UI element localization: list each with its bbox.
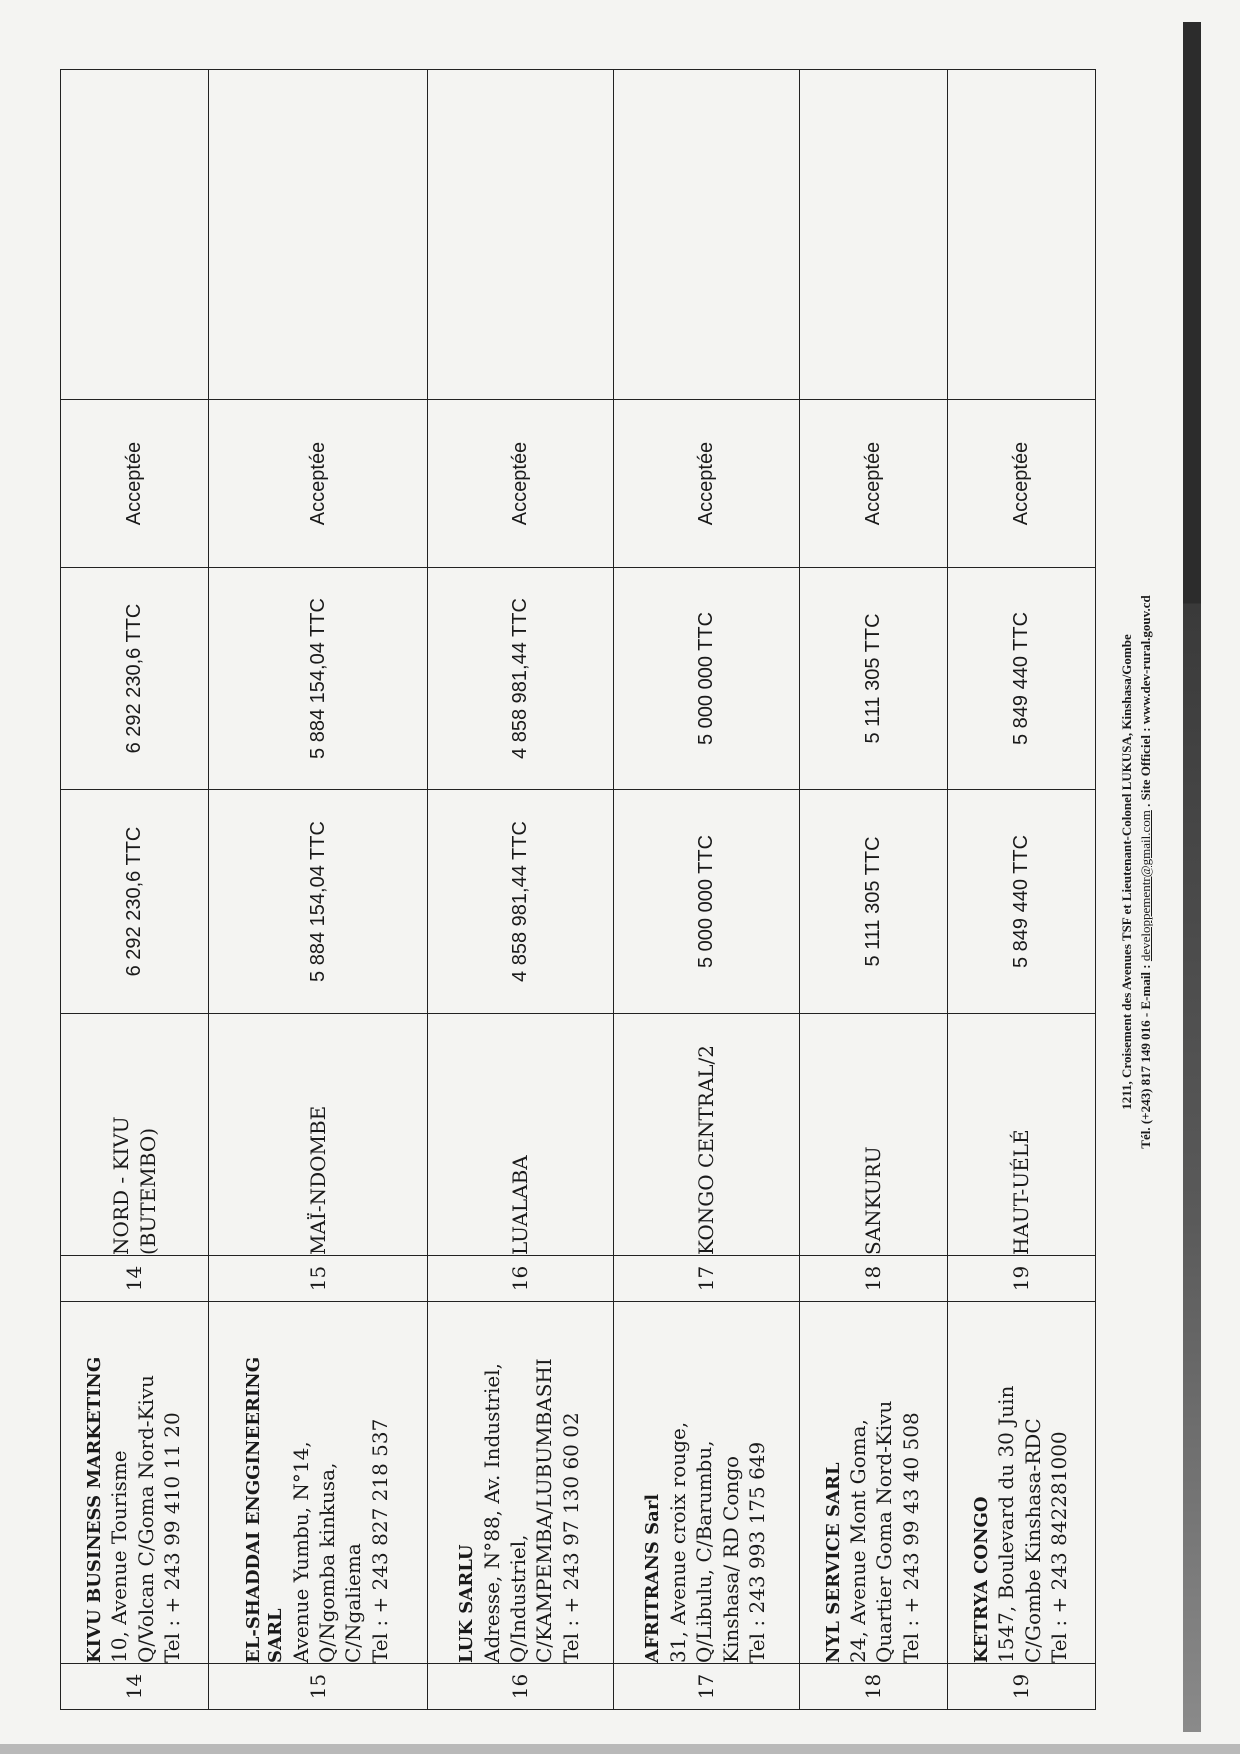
address-line: 24, Avenue Mont Goma,: [846, 1419, 871, 1663]
address-line: Avenue Yumbu, N°14,: [288, 1441, 313, 1663]
address-line: Quartier Goma Nord-Kivu: [872, 1400, 897, 1663]
company-cell: [61, 1302, 209, 1664]
province-name: HAUT-UÉLÉ: [947, 1014, 1095, 1256]
company-name: NYL SERVICE SARL: [822, 1462, 844, 1663]
row-number: 16: [427, 1664, 613, 1710]
corrected-amount: 4 858 981,44 TTC: [427, 568, 613, 790]
table-row: [947, 70, 1095, 1710]
status-value: Acceptée: [427, 400, 613, 568]
corrected-amount: 5 849 440 TTC: [947, 568, 1095, 790]
lot-number: 18: [799, 1256, 947, 1302]
footer-email-link[interactable]: developpementr@gmail.com: [1137, 810, 1153, 962]
address-line: Tel : + 243 97 130 60 02: [558, 1412, 583, 1663]
offer-amount: 4 858 981,44 TTC: [427, 790, 613, 1014]
status-value: Acceptée: [61, 400, 209, 568]
lot-number: 15: [209, 1256, 428, 1302]
address-line: Tel : + 243 842281000: [1046, 1431, 1071, 1663]
table-row: [613, 70, 799, 1710]
address-line: Q/Volcan C/Goma Nord-Kivu: [133, 1374, 158, 1663]
company-cell: [799, 1302, 947, 1664]
observations-cell: [799, 70, 947, 400]
lot-number: 16: [427, 1256, 613, 1302]
company-cell: [209, 1302, 428, 1664]
rotated-document-sheet: [60, 70, 1096, 1710]
table-row: [61, 70, 209, 1710]
table-body: [61, 70, 1096, 1710]
company-cell: [427, 1302, 613, 1664]
corrected-amount: 5 884 154,04 TTC: [209, 568, 428, 790]
status-value: Acceptée: [209, 400, 428, 568]
address-line: Tel : 243 993 175 649: [744, 1441, 769, 1663]
observations-cell: [209, 70, 428, 400]
lot-number: 14: [61, 1256, 209, 1302]
company-cell: [613, 1302, 799, 1664]
offer-amount: 5 111 305 TTC: [799, 790, 947, 1014]
observations-cell: [947, 70, 1095, 400]
address-line: Q/Ngomba kinkusa,: [314, 1462, 339, 1663]
corrected-amount: 6 292 230,6 TTC: [61, 568, 209, 790]
province-name: KONGO CENTRAL/2: [613, 1014, 799, 1256]
province-name: MAÏ-NDOMBE: [209, 1014, 428, 1256]
row-number: 18: [799, 1664, 947, 1710]
observations-cell: [613, 70, 799, 400]
footer-address: 1211, Croisement des Avenues TSF et Lieutenant-Colonel LUKUSA, Kinshasa/Gombe: [1119, 634, 1134, 1110]
address-line: 31, Avenue croix rouge,: [665, 1421, 690, 1663]
company-address: [288, 1302, 394, 1663]
address-line: 10, Avenue Tourisme: [107, 1450, 132, 1663]
row-number: 15: [209, 1664, 428, 1710]
table-row: [209, 70, 428, 1710]
company-name: KETRYA CONGO: [970, 1496, 992, 1663]
table-row: [427, 70, 613, 1710]
lot-number: 19: [947, 1256, 1095, 1302]
observations-cell: [61, 70, 209, 400]
lot-number: 17: [613, 1256, 799, 1302]
corrected-amount: 5 111 305 TTC: [799, 568, 947, 790]
address-line: 1547, Boulevard du 30 Juin: [994, 1385, 1019, 1663]
address-line: C/KAMPEMBA/LUBUMBASHI: [532, 1358, 557, 1663]
company-name: LUK SARLU: [456, 1544, 478, 1663]
company-name: EL-SHADDAI ENGGINEERING SARL: [242, 1356, 287, 1663]
status-value: Acceptée: [613, 400, 799, 568]
scan-shadow-edge: [1183, 22, 1201, 1732]
row-number: 17: [613, 1664, 799, 1710]
row-number: 14: [61, 1664, 209, 1710]
offer-amount: 5 849 440 TTC: [947, 790, 1095, 1014]
address-line: Tel : + 243 827 218 537: [367, 1418, 392, 1663]
address-line: Kinshasa/ RD Congo: [718, 1455, 743, 1663]
province-name: LUALABA: [427, 1014, 613, 1256]
scan-bottom-edge: [0, 1744, 1240, 1754]
company-address: [993, 1302, 1072, 1663]
company-address: [106, 1302, 185, 1663]
footer-contact: Tél. (+243) 817 149 016 - E-mail : developpementr@gmail.com . Site Officiel : www.dev-rural.gouv.cd: [1137, 595, 1153, 1149]
company-address: [665, 1302, 771, 1663]
company-cell: [947, 1302, 1095, 1664]
province-name: SANKURU: [799, 1014, 947, 1256]
offer-amount: 5 000 000 TTC: [613, 790, 799, 1014]
company-name: AFRITRANS Sarl: [642, 1493, 664, 1663]
province-name: NORD - KIVU (BUTEMBO): [61, 1014, 209, 1256]
offer-amount: 5 884 154,04 TTC: [209, 790, 428, 1014]
address-line: C/Ngaliema: [341, 1543, 366, 1663]
page-footer: [1118, 422, 1156, 1322]
company-address: [845, 1302, 924, 1663]
corrected-amount: 5 000 000 TTC: [613, 568, 799, 790]
address-line: C/Gombe Kinshasa-RDC: [1020, 1418, 1045, 1663]
table-row: [799, 70, 947, 1710]
status-value: Acceptée: [947, 400, 1095, 568]
row-number: 19: [947, 1664, 1095, 1710]
status-value: Acceptée: [799, 400, 947, 568]
address-line: Q/Libulu, C/Barumbu,: [692, 1440, 717, 1663]
address-line: Tel : + 243 99 410 11 20: [159, 1412, 184, 1663]
address-line: Q/Industriel,: [506, 1534, 531, 1663]
observations-cell: [427, 70, 613, 400]
offer-amount: 6 292 230,6 TTC: [61, 790, 209, 1014]
address-line: Tel : + 243 99 43 40 508: [898, 1412, 923, 1663]
bids-table: [60, 69, 1096, 1710]
address-line: Adresse, N°88, Av. Industriel,: [479, 1363, 504, 1663]
company-address: [479, 1302, 585, 1663]
company-name: KIVU BUSINESS MARKETING: [83, 1356, 105, 1663]
